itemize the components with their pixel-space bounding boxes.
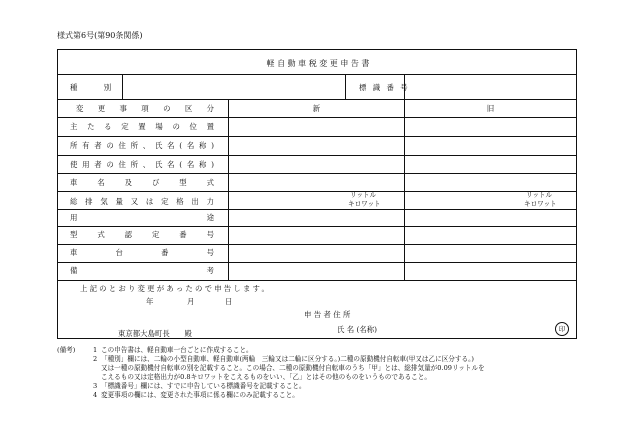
type-label: 種 別 — [70, 83, 124, 92]
form-number: 様式第6号(第90条関係) — [57, 31, 143, 40]
divider — [58, 244, 576, 245]
row-label-chassis-number: 車台番号 — [70, 248, 214, 257]
reporter-name-label: 氏 名 (名称) — [337, 325, 378, 334]
divider — [58, 262, 576, 263]
divider — [404, 99, 405, 280]
unit-kw-new: キロワット — [348, 200, 381, 208]
row-label-owner: 所有者の住所、氏名(名称) — [70, 141, 214, 150]
declaration-form — [57, 49, 577, 339]
divider — [58, 173, 576, 174]
form-title: 軽 自 動 車 税 変 更 申 告 書 — [266, 59, 370, 68]
date-month-label: 月 — [187, 297, 195, 306]
date-day-label: 日 — [225, 297, 233, 306]
row-label-storage-location: 主たる定置場の位置 — [70, 122, 214, 131]
divider — [228, 99, 229, 280]
divider — [58, 191, 576, 192]
declaration-statement: 上記のとおり変更があったので申告します。 — [80, 284, 272, 293]
notes-label: (備考) — [57, 346, 76, 354]
plate-label: 標 識 番 号 — [359, 83, 410, 92]
row-label-type-approval: 型式認定番号 — [70, 230, 214, 239]
unit-kw-old: キロワット — [524, 200, 557, 208]
row-label-displacement: 総排気量又は定格出力 — [70, 197, 214, 206]
divider — [345, 74, 346, 99]
column-header-new: 新 — [312, 104, 321, 113]
row-label-user: 使用者の住所、氏名(名称) — [70, 160, 214, 169]
divider — [58, 226, 576, 227]
unit-liter-old: リットル — [526, 191, 553, 199]
unit-liter-new: リットル — [350, 191, 377, 199]
plate-number-input[interactable] — [405, 75, 575, 98]
type-input[interactable] — [123, 75, 344, 98]
row-label-remarks: 備考 — [70, 266, 214, 275]
column-header-item: 変 更 事 項 の 区 分 — [76, 104, 214, 113]
divider — [58, 280, 576, 281]
divider — [58, 155, 576, 156]
row-label-purpose: 用途 — [70, 213, 214, 222]
column-header-old: 旧 — [486, 104, 495, 113]
reporter-address-label: 申 告 者 住 所 — [304, 310, 351, 319]
addressee: 東京都大島町長 殿 — [118, 329, 192, 338]
divider — [58, 99, 576, 100]
date-year-label: 年 — [146, 297, 154, 306]
seal-mark: 印 — [555, 322, 569, 336]
divider — [58, 136, 576, 137]
row-label-vehicle-model: 車名及び型式 — [70, 178, 214, 187]
divider — [58, 209, 576, 210]
divider — [58, 117, 576, 118]
